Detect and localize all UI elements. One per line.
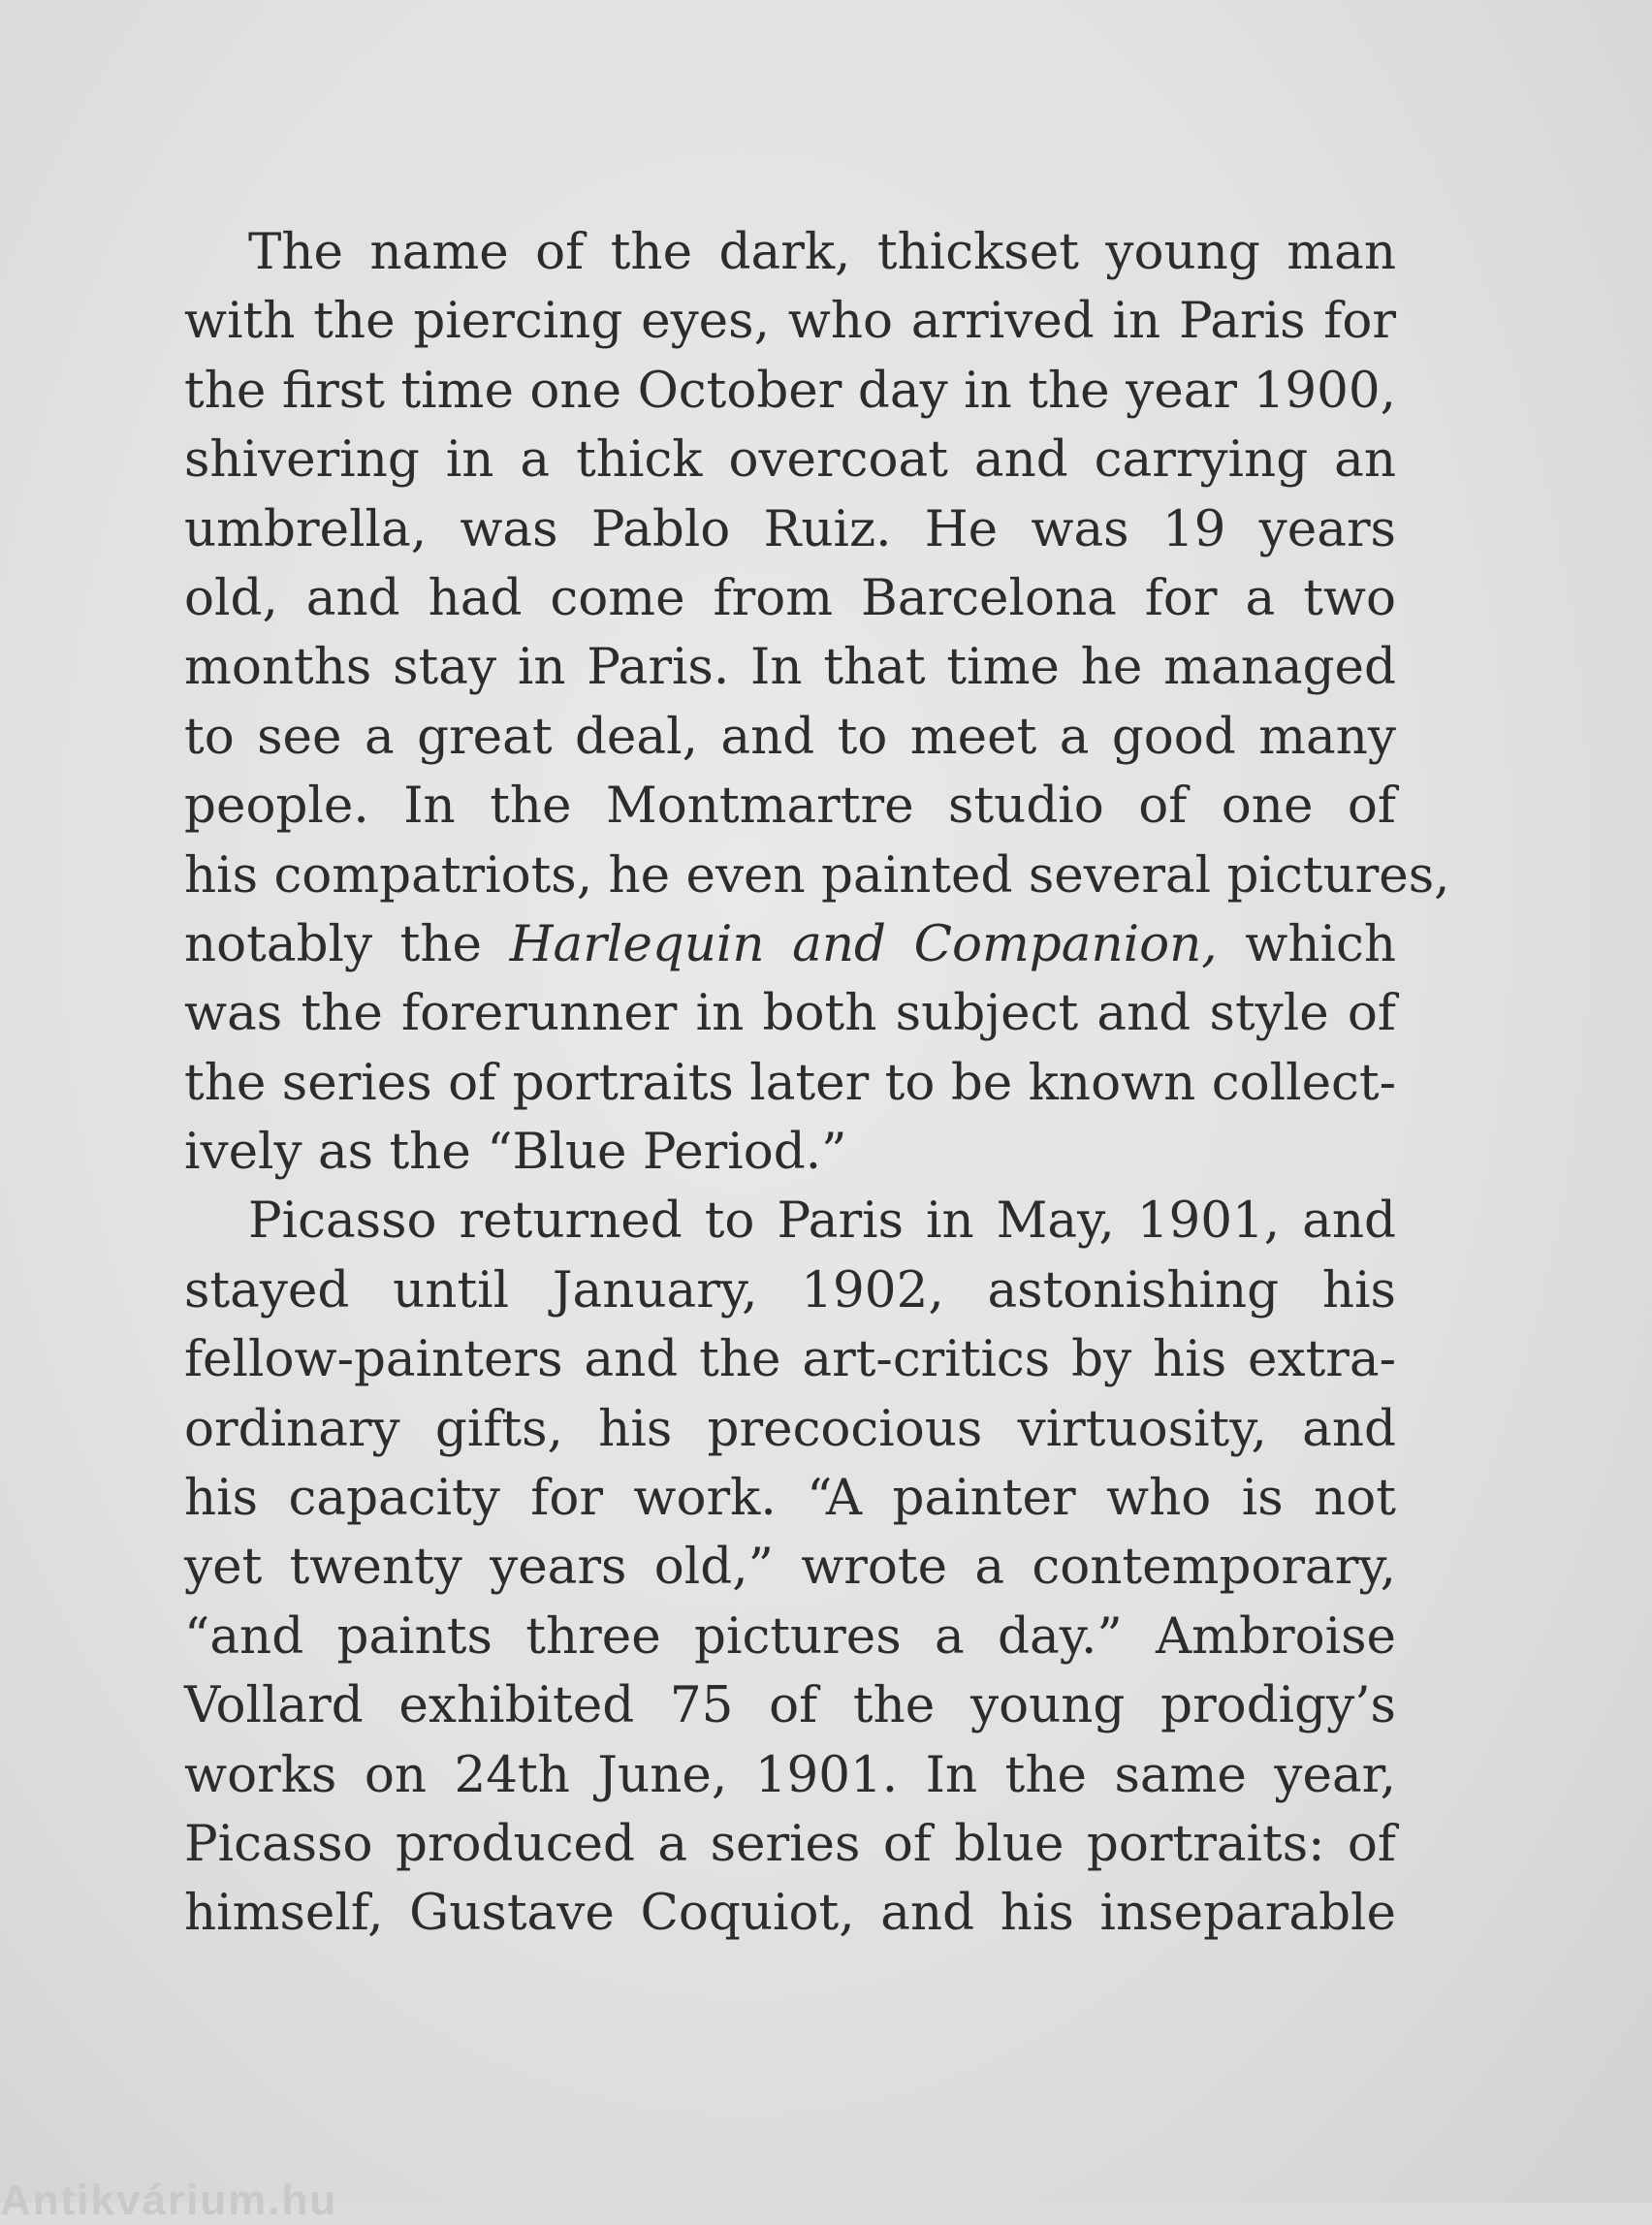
text-line: stayed until January, 1902, astonishing his (184, 1260, 1396, 1319)
text-line: ordinary gifts, his precocious virtuosity, and (184, 1399, 1396, 1458)
line-text-after: which (1217, 914, 1396, 973)
text-line: with the piercing eyes, who arrived in Paris for (184, 292, 1396, 351)
text-line: himself, Gustave Coquiot, and his inseparable (184, 1884, 1396, 1943)
text-line: was the forerunner in both subject and style of (184, 984, 1396, 1043)
text-line: works on 24th June, 1901. In the same year, (184, 1745, 1396, 1804)
text-line: The name of the dark, thickset young man (248, 223, 1396, 281)
text-line: ively as the “Blue Period.” (184, 1123, 847, 1182)
text-line-with-italic-title (184, 910, 1396, 979)
watermark: Antikvárium.hu (0, 2177, 338, 2224)
text-line: Picasso returned to Paris in May, 1901, and (248, 1192, 1396, 1251)
artwork-title: Harlequin and Companion, (509, 914, 1218, 973)
text-line: Vollard exhibited 75 of the young prodigy’s (184, 1676, 1396, 1735)
text-line: fellow-painters and the art-critics by his extra- (184, 1330, 1396, 1389)
text-line: his capacity for work. “A painter who is not (184, 1469, 1396, 1528)
text-line: shivering in a thick overcoat and carrying an (184, 430, 1396, 490)
text-line: people. In the Montmartre studio of one of (184, 777, 1396, 836)
text-line: the first time one October day in the year 1900, (184, 361, 1396, 420)
line-text-before: notably the (184, 914, 510, 973)
text-line: “and paints three pictures a day.” Ambroise (184, 1606, 1396, 1666)
text-line: months stay in Paris. In that time he managed (184, 638, 1396, 697)
body-text (184, 218, 1450, 1949)
text-line: yet twenty years old,” wrote a contemporary, (184, 1538, 1396, 1597)
text-line: old, and had come from Barcelona for a two (184, 568, 1396, 627)
text-line: the series of portraits later to be known collect- (184, 1053, 1396, 1112)
text-line: Picasso produced a series of blue portraits: of (184, 1814, 1396, 1873)
text-line: his compatriots, he even painted several pictures, (184, 845, 1450, 905)
text-line: to see a great deal, and to meet a good many (184, 707, 1396, 766)
text-line: umbrella, was Pablo Ruiz. He was 19 years (184, 499, 1396, 558)
